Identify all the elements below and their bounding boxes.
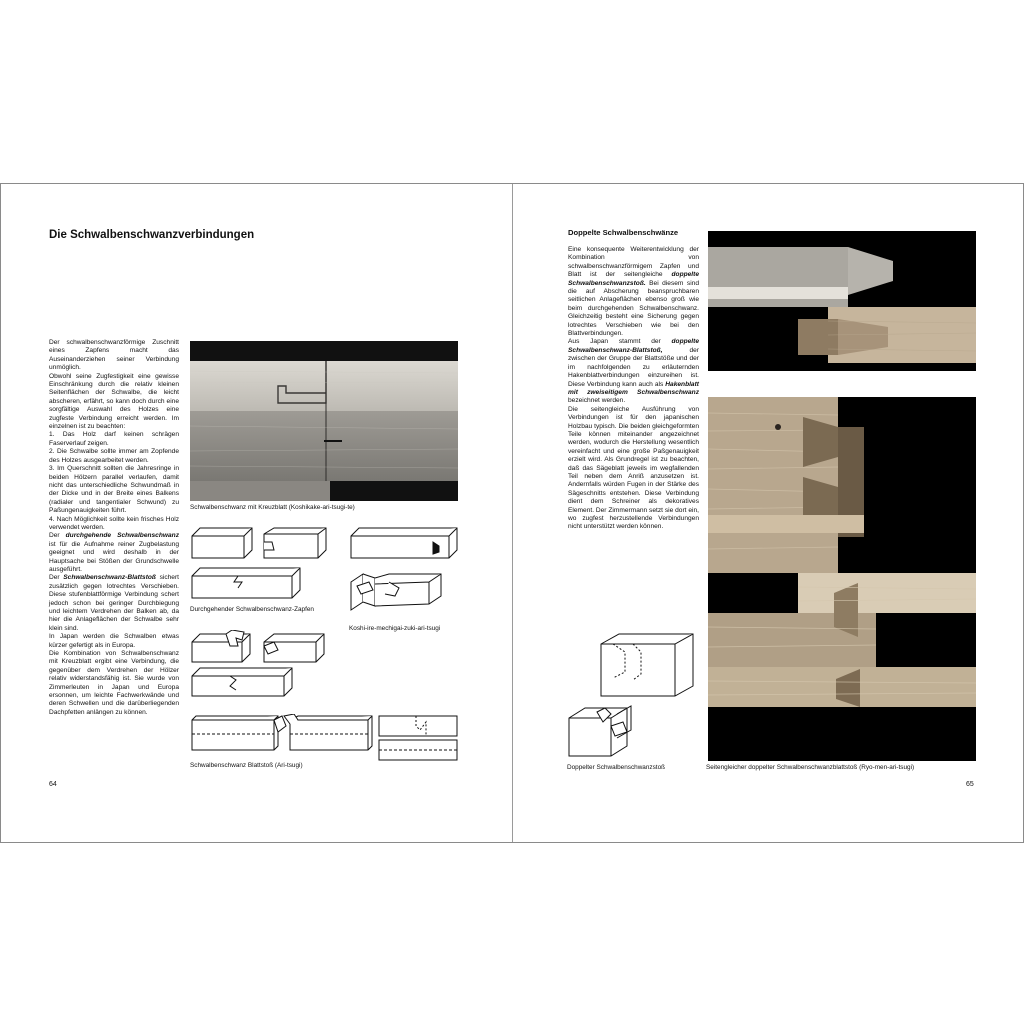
drawing-doppelter-stoss [567, 594, 697, 764]
section-subhead: Doppelte Schwalbenschwänze [568, 228, 679, 237]
caption-doppelter-stoss: Doppelter Schwalbenschwanzstoß [567, 764, 666, 771]
drawing-zapfen [190, 524, 330, 604]
paragraph: 3. Im Querschnitt sollten die Jahresringe in beiden Hölzern parallel verlaufen, damit nicht das unterschiedliche Schwundmaß in der Dicke und in der Breite eines Balkens (radialer und tangentialer Schwund) zu Paßungenauigkeiten führt. [49, 465, 179, 515]
page-title: Die Schwalbenschwanzverbindungen [49, 229, 255, 241]
page-number-right: 65 [966, 781, 974, 788]
caption-koshi-ire: Koshi-ire-mechigai-zuki-ari-tsugi [349, 625, 441, 632]
page-number-left: 64 [49, 781, 57, 788]
right-body-text [568, 246, 699, 532]
paragraph: 1. Das Holz darf keinen schrägen Faserverlauf zeigen. [49, 431, 179, 447]
caption-zapfen: Durchgehender Schwalbenschwanz-Zapfen [190, 606, 314, 613]
paragraph: 4. Nach Möglichkeit sollte kein frisches Holz verwendet werden. [49, 515, 179, 531]
left-body-text [49, 339, 179, 717]
paragraph: Die seitengleiche Ausführung von Verbindungen ist für den japanischen Holzbau typisch. Die beiden gleichgeformten Teile können miteinander angezeichnet werden, wodurch die Herstellung wesentlich vereinfacht und eine große Paßgenauigkeit erzielt wird. Als Grundregel ist zu beachten, daß das Sägeblatt jeweils im wegfallenden Teil neben dem Anriß anzusetzen ist. Andernfalls würden Fugen in der Stärke des Sägeschnitts entstehen. Diese Verbindung dient dem Schreiner als dekoratives Element. Der Zimmermann setzt sie dort ein, wo zugfest herzustellende Verbindungen nicht unterstützt werden können. [568, 405, 699, 531]
paragraph: 2. Die Schwalbe sollte immer am Zopfende des Holzes ausgearbeitet werden. [49, 448, 179, 464]
caption-ryo-men: Seitengleicher doppelter Schwalbenschwanzblattstoß (Ryo-men-ari-tsugi) [706, 764, 915, 771]
paragraph: Der Schwalbenschwanz-Blattstoß sichert zusätzlich gegen lotrechtes Verschieben. Diese stufenblattförmige Verbindung schert jedoch schon bei geringer Durchbiegung und leichtem Verdrehen der Balken ab, da hier die Anlageflächen der Schwalbe sehr klein sind. [49, 574, 179, 632]
photo-double-dovetail-top [708, 231, 976, 371]
photo-ryo-men-ari-tsugi [708, 397, 976, 761]
paragraph: Aus Japan stammt der doppelte Schwalbenschwanz-Blattstoß, der zwischen der Gruppe der Blattstöße und der im nachfolgenden zu erläuternden Hakenblattverbindungen einzureihen ist. Diese Verbindung kann auch als Hakenblatt mit zweiseitigem Schwalbenschwanz bezeichnet werden. [568, 338, 699, 405]
drawing-blatt-variant [190, 630, 330, 700]
photo-kreuzblatt-joint [190, 341, 458, 501]
drawing-blattstoss [190, 714, 460, 764]
paragraph: Obwohl seine Zugfestigkeit eine gewisse Einschränkung durch die relativ kleinen Seitenflächen der Schwalbe, die leicht abscheren, erfährt, so kann doch durch eine sorgfältige Auswahl des Holzes eine zugfeste Verbindung erreicht werden. Im einzelnen ist zu beachten: [49, 372, 179, 431]
drawing-koshi-ire [349, 524, 459, 624]
paragraph: Eine konsequente Weiterentwicklung der Kombination von schwalbenschwanzförmigem Zapfen und Blatt ist der seitengleiche doppelte Schwalbenschwanzstoß. Bei diesem sind die auf Abscherung beanspruchbaren seitlichen Anlageflächen ebenso groß wie beim durchgehenden Schwalbenschwanz. Gleichzeitig besteht eine Sicherung gegen lotrechtes Verschieben wie bei den Blattverbindungen. [568, 246, 699, 338]
book-spread [0, 183, 1024, 843]
gutter [512, 184, 513, 842]
paragraph: Die Kombination von Schwalbenschwanz mit Kreuzblatt ergibt eine Verbindung, die gegenüber dem Verdrehen der Hölzer relativ widerstandsfähig ist. Sie wurde von Zimmerleuten in Japan und Europa ersonnen, um leichte Fachwerkwände und deren Schwellen und die darüberliegenden Dachpfetten anlängen zu können. [49, 650, 179, 716]
caption-blattstoss: Schwalbenschwanz Blattstoß (Ari-tsugi) [190, 762, 303, 769]
paragraph: In Japan werden die Schwalben etwas kürzer gefertigt als in Europa. [49, 633, 179, 649]
paragraph: Der durchgehende Schwalbenschwanz ist für die Aufnahme reiner Zugbelastung geeignet und wird deshalb in der Hauptsache bei Stößen der Grundschwelle ausgeführt. [49, 532, 179, 573]
paragraph: Der schwalbenschwanzförmige Zuschnitt eines Zapfens macht das Auseinanderziehen seiner Verbindung unmöglich. [49, 339, 179, 372]
caption-kreuzblatt: Schwalbenschwanz mit Kreuzblatt (Koshikake-ari-tsugi-te) [190, 504, 355, 511]
